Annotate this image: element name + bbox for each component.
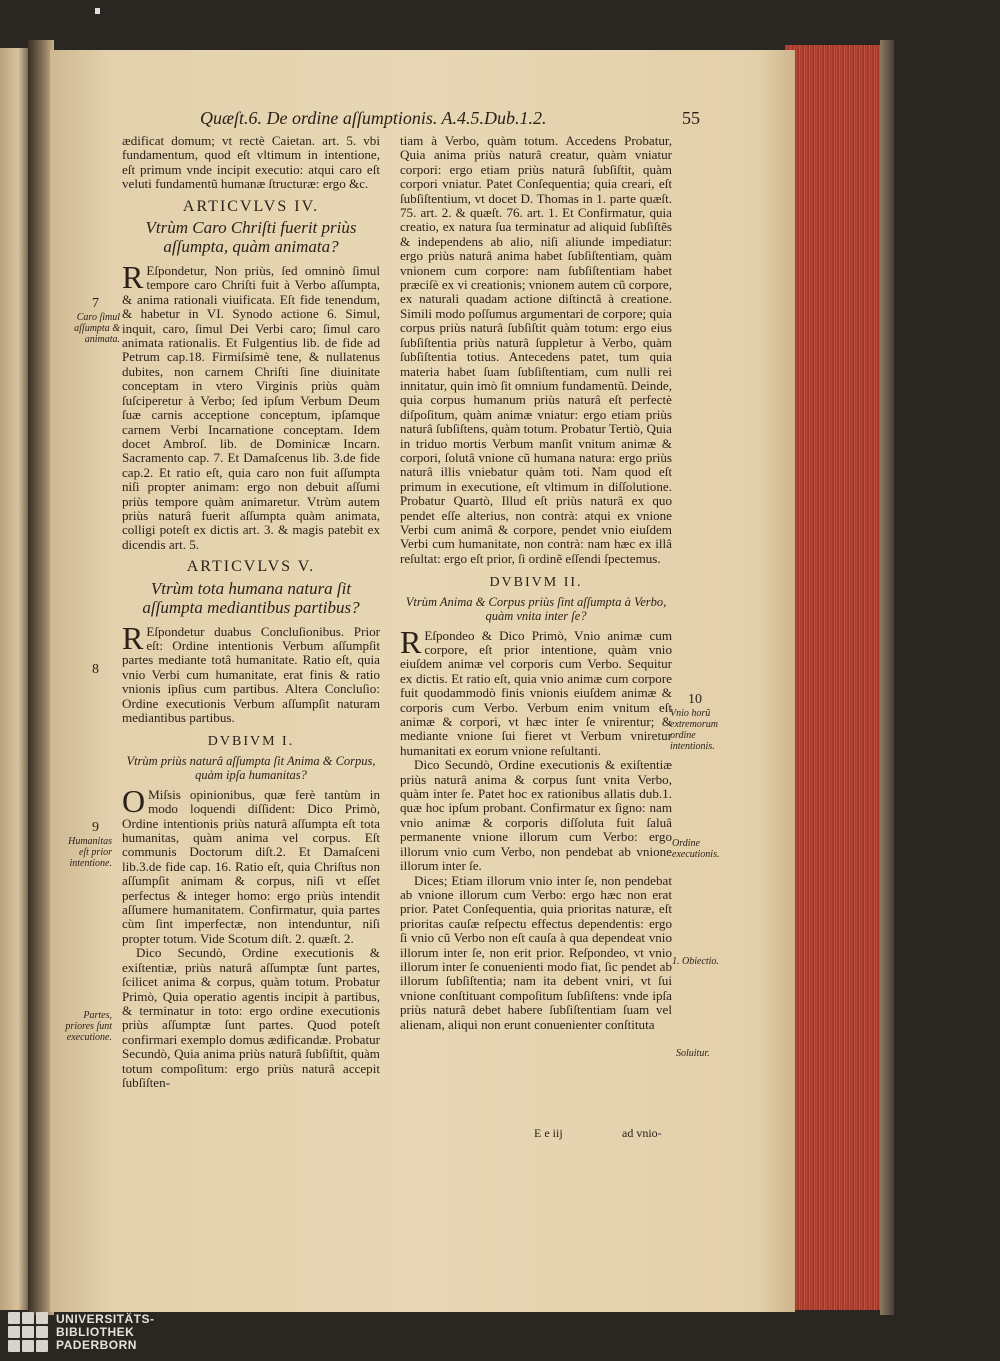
- logo-line-3: PADERBORN: [56, 1337, 137, 1352]
- margin-number-7: 7: [92, 296, 99, 311]
- article-5-title: ARTICVLVS V.: [186, 558, 316, 576]
- scan-marker: [95, 8, 100, 14]
- article-5-question: Vtrùm tota humana natura ſit aſſumpta mediantibus partibus?: [142, 578, 360, 617]
- article-5-text: REſpondetur duabus Concluſionibus. Prior eſt: Ordine intentionis Verbum aſſumpſit partes mediante totâ humanitate. Ratio eſt, quia vnio Verbi cum humanitate, erat finis & ratio vnionis ipſius cum partibus. Altera Concluſio: Ordine executionis Verbum aſſumpſit naturam mediantibus partibus.: [122, 619, 380, 725]
- margin-note-obiectio: 1. Obiectio.: [672, 956, 719, 967]
- margin-number-8: 8: [92, 662, 99, 677]
- logo-line-1: UNIVERSITÄTS-: [56, 1311, 155, 1326]
- left-column: [122, 134, 380, 1090]
- intro-paragraph: ædificat domum; vt rectè Caietan. art. 5. vbi fundamentum, quod eſt vltimum in intentione, eſt primum vnde incipit executio: atqui caro eſt veluti fundamentũ humanæ ſtructuræ: ergo &c.: [122, 133, 380, 192]
- dubium-2-objection: Dices; Etiam illorum vnio inter ſe, non pendebat ab vnione illorum cum Verbo: ergo hæc non erat prior. Patet Conſequentia, quia prioritas naturæ, eſt prioritas cauſæ reſpectu effectus dependentis: ergo ſi vnio cũ Verbo non eſt cauſa à qua dependeat vnio illorum inter ſe, non erit prior. Reſpondeo, vt vnio illorum inter ſe conuenienti modo fiat, ſic pendet ab illorum ſubſiſtentia; nam ita debent vniri, vt ſui vnione conſtituant compoſitum ſubſiſtens: vnde ipſa priùs naturâ debet habere ſubſiſtentiam ſuam vel alienam, aliqui non erunt conuenienter conſtituta: [400, 872, 672, 1032]
- running-header: [200, 108, 700, 129]
- margin-note-caro: Caro ſimul aſſumpta & animata.: [74, 312, 120, 345]
- running-title: Quæſt.6. De ordine aſſumptionis. A.4.5.Dub.1.2.: [200, 108, 547, 128]
- article-4-question: Vtrùm Caro Chriſti fuerit priùs aſſumpta, quàm animata?: [145, 218, 357, 257]
- margin-note-humanitas: Humanitas eſt prior intentione.: [68, 836, 112, 869]
- margin-number-9: 9: [92, 820, 99, 835]
- dubium-2-title: DVBIVM II.: [489, 575, 583, 591]
- margin-number-10: 10: [688, 692, 702, 707]
- dubium-1-text-continued: Dico Secundò, Ordine executionis & exiſtentiæ, priùs naturâ aſſumptæ ſunt partes, ſcilicet anima & corpus, quàm totum. Probatur Primò, Quia operatio agentis incipit à partibus, & terminatur in toto: ergo ordine executionis priùs aſſumptæ ſunt partes. Quod poteſt confirmari exemplo domus ædificandæ. Probatur Secundò, Quia anima priùs naturâ ſubſiſtit, quàm totum compoſitum: ergo priùs naturâ accepit ſubſiſten-: [122, 945, 380, 1090]
- margin-note-soluitur: Soluitur.: [676, 1048, 710, 1059]
- dubium-1-question: Vtrùm priùs naturâ aſſumpta ſit Anima & Corpus, quàm ipſa humanitas?: [126, 753, 376, 782]
- dubium-1-text: OMiſsis opinionibus, quæ ferè tantùm in modo loquendi diſſident: Dico Primò, Ordine intentionis priùs naturâ aſſumpta eſt tota humanitas, quàm anima vel corpus. Eſt communis Doctorum diſt.2. Et Damaſceni lib.3.de fide cap. 16. Ratio eſt, quia Chriſtus non aſſumpſit animam & corpus, niſi vt eſſet perfectus & integer homo: ergo priùs intendit aſſumere humanitatem. Confirmatur, quia partes cùm ſint imperfectæ, non intenduntur, niſi propter totum. Vide Scotum diſt. 2. quæſt. 2.: [122, 782, 380, 946]
- margin-note-ordine: Ordine executionis.: [672, 838, 720, 860]
- dubium-1-title: DVBIVM I.: [207, 734, 295, 750]
- logo-line-2: BIBLIOTHEK: [56, 1324, 135, 1339]
- margin-note-vnio: Vnio horũ extremorum ordine intentionis.: [670, 708, 718, 752]
- library-logo-text: [56, 1313, 155, 1352]
- right-column: [400, 134, 672, 1032]
- red-fore-edge: [785, 45, 887, 1310]
- page-number: 55: [682, 108, 700, 128]
- signature-mark: E e iij: [534, 1126, 563, 1140]
- library-logo-icon: [8, 1312, 48, 1352]
- catchword: ad vnio-: [622, 1126, 662, 1140]
- article-4-title: ARTICVLVS IV.: [182, 197, 320, 215]
- article-4-text: REſpondetur, Non priùs, ſed omninò ſimul tempore caro Chriſti fuit à Verbo aſſumpta, & anima rationali viuificata. Eſt fide tenendum, & habetur in VI. Synodo actione 6. Simul, inquit, caro, ſimul Dei Verbi caro; ſimul caro animata rationalis. Et Fulgentius lib. de fide ad Petrum cap.18. Firmiſsimè tene, & nullatenus dubites, non carnem Chriſti ſine diuinitate conceptam in vtero Virginis priùs quàm ſuſciperetur à Verbo; ſed ipſum Verbum Deum ſuæ carnis acceptione conceptum, ipſamque carnem Verbi Incarnatione conceptam. Idem docet Ambroſ. lib. de Dominicæ Incarn. Sacramento cap. 7. Et Damaſcenus lib. 3.de fide cap.2. Et ratio eſt, quia caro non fuit aſſumpta niſi propter animam: ergo non debuit aſſumi priùs tempore quàm animaretur. Vtrùm autem priùs naturâ fuerit aſſumpta quàm animata, colligi poteſt ex dictis art. 3. & magis patebit ex dicendis art. 5.: [122, 259, 380, 552]
- margin-note-partes: Partes, priores ſunt executione.: [65, 1010, 112, 1043]
- dubium-2-question: Vtrùm Anima & Corpus priùs ſint aſſumpta à Verbo, quàm vnita inter ſe?: [405, 594, 667, 623]
- dubium-2-text-continued: Dico Secundò, Ordine executionis & exiſtentiæ priùs naturâ anima & corpus ſunt vnita Verbo, quàm inter ſe. Patet hoc ex rationibus allatis dub.1. quæ hoc ipſum probant. Confirmatur ex ſigno: nam vnio animæ & corporis diſſoluta fuit ſaluâ permanente vnione illorum cum Verbo: ergo illorum vnio cum Verbo, non pendebat ab vnione illorum inter ſe.: [400, 757, 672, 874]
- dubium-2-text: REſpondeo & Dico Primò, Vnio animæ cum corpore, eſt prior intentione, quàm vnio eiuſdem animæ vel corporis cum Verbo. Sequitur ex dictis. Et ratio eſt, quia vnio animæ cum corpore fuit quodammodò finis vnionis eiuſdem animæ & corporis cum Verbo. Verbum enim vnitum eſt animæ & corpori, vt hæc inter ſe vnirentur; & mediante vnione ſui fieret vt Verbum vniretur humanitati ex eorum vnione reſultanti.: [400, 623, 672, 758]
- left-page-edge: [0, 48, 30, 1310]
- fore-edge-shadow: [880, 40, 894, 1315]
- library-logo: [8, 1312, 155, 1352]
- right-continuation: tiam à Verbo, quàm totum. Accedens Probatur, Quia anima priùs naturâ creatur, quàm vniatur corpori: ergo etiam priùs naturâ ſubſiſtit, quàm corpori vniatur. Patet Conſequentia; quia creari, eſt ſubſiſtentium, vt docet D. Thomas in 1. parte quæſt. 75. art. 2. & quæſt. 76. art. 1. Et Confirmatur, quia creatio, ex natura ſua terminatur ad aliquid ſubſiſtẽs & independens ab alio, niſi aliunde impediatur: ergo priùs naturâ anima habet ſubſiſtentiam, quàm vnionem cum corpore: nam ſubſiſtentiam habet præciſè ex vi creationis; vnionem autem cũ corpore, ex naturali quadam actione diſtinctâ à creatione. Simili modo poſſumus argumentari de corpore; quia corpus priùs naturâ ſubſiſtit quàm totum: ergo eius ſubſiſtentia priùs naturâ ſuppletur à Verbo, quàm ſubſiſtentia totius. Antecedens patet, tum quia materia habet ſuam ſubſiſtentiam, cum nulli rei innitatur, quin imò ſit omnium fundamentũ. Deinde, quia corpus humanum priùs naturâ eſt perfectè diſpoſitum, quàm animæ vniatur: ergo etiam priùs naturâ ſubſiſtens, quàm totum. Probatur Tertiò, Quia in triduo mortis Verbum manſit vnitum animæ & corpori, ſolutâ vnione cũ humana natura: ergo priùs naturâ illis vniebatur quàm toti. Nam quod eſt primum in executione, eſt vltimum in diſſolutione. Probatur Quartò, Illud eſt priùs naturâ ex quo pendet eſſe alterius, non contrà: atqui ex vnione Verbi cum animâ & corpore, pendet vnio eiuſdem Verbi cum humanitate, non contrà: nam hæc ex illâ reſultat: ergo eſt prior, ſi ordinẽ eſſendi ſpectemus.: [400, 133, 672, 566]
